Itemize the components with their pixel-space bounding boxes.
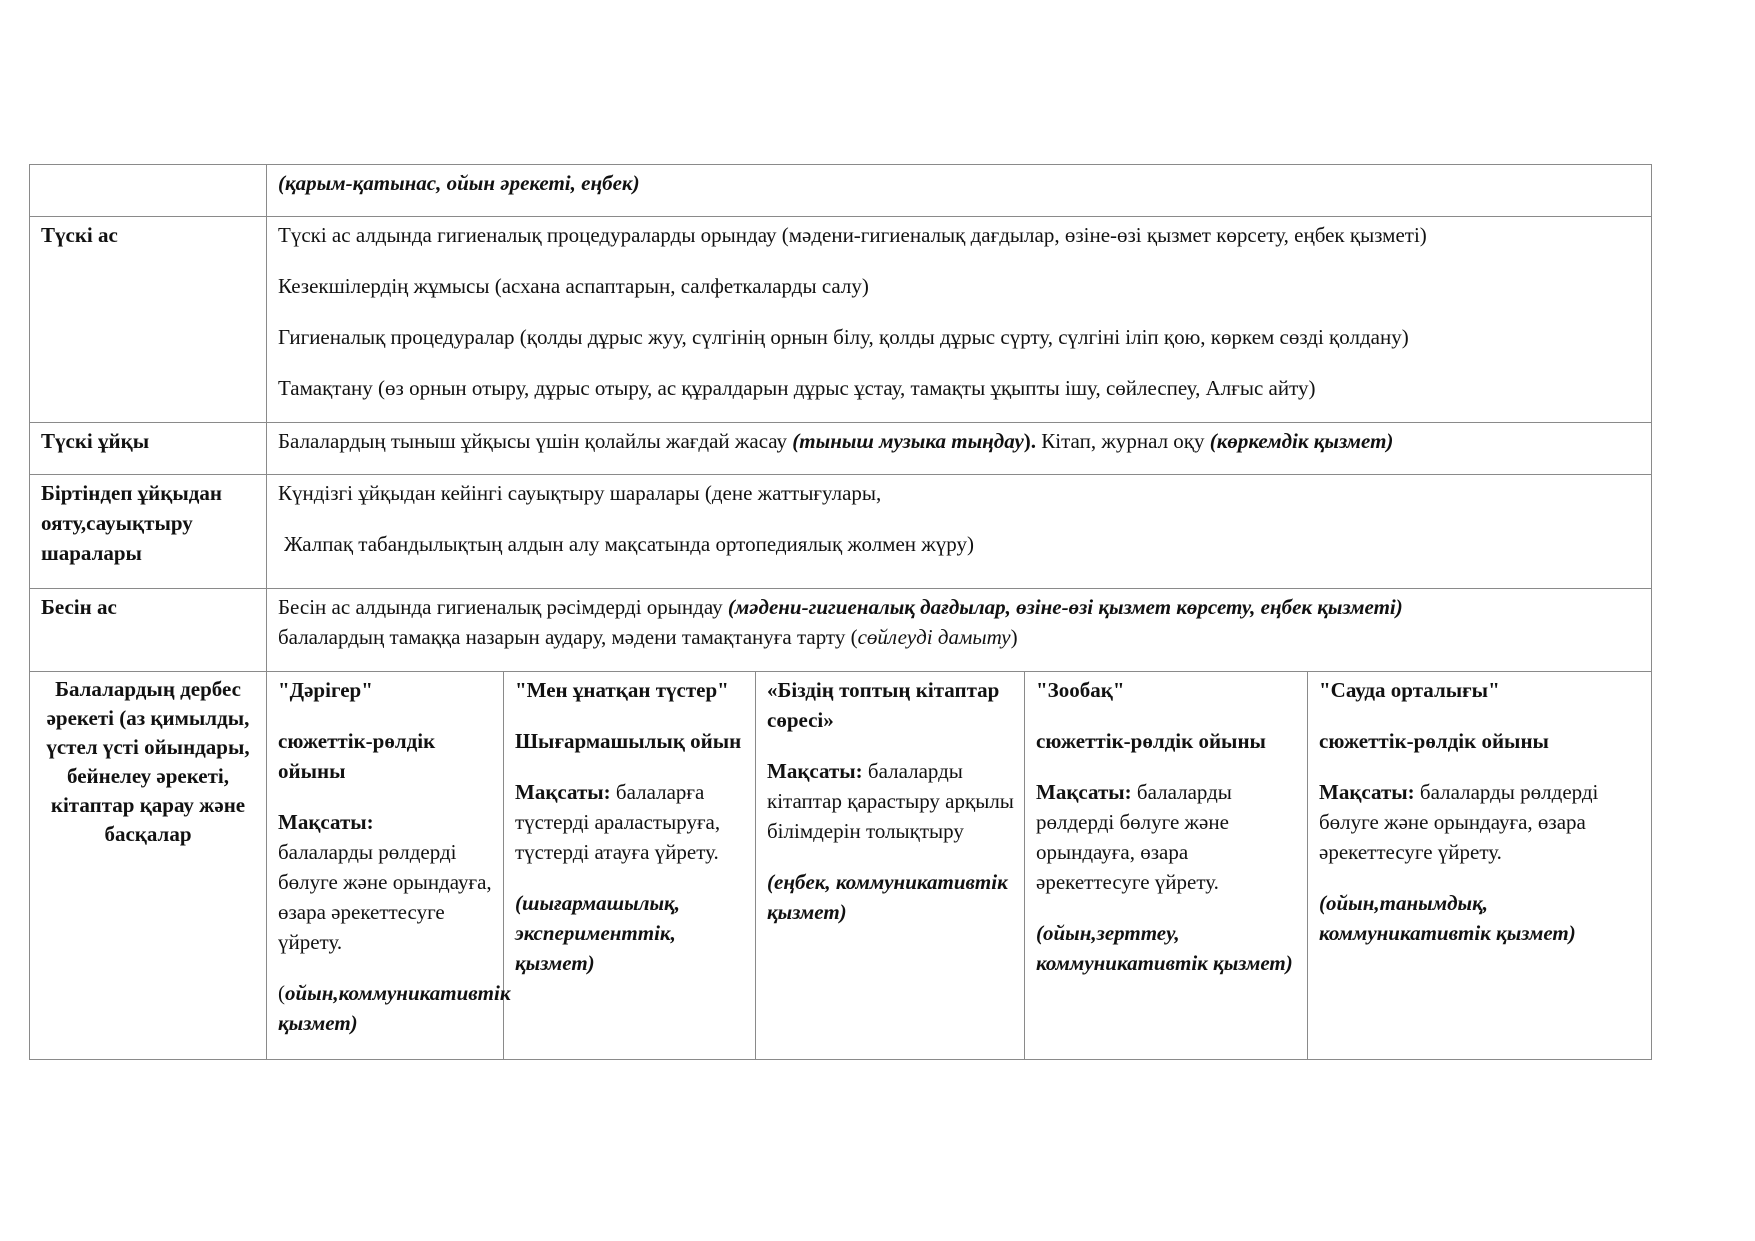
text-span: Балалардың тыныш ұйқысы үшін қолайлы жағдай жасау [278,429,793,453]
game-activity: (еңбек, коммуникативтік қызмет) [767,870,1008,924]
game-cell [756,672,1025,1060]
text-span: ( [278,981,285,1005]
table-row [30,589,1652,672]
game-goal [515,777,745,867]
text-span: ) [1010,625,1018,649]
table-row [30,165,1652,217]
row-content [267,475,1652,589]
game-activity: (ойын,танымдық, коммуникативтік қызмет) [1319,891,1576,945]
snack-line [278,622,1641,652]
game-activity: (шығармашылық, эксперименттік, қызмет) [515,891,680,975]
goal-text: балаларды рөлдерді бөлуге және орындауға, өзара әрекеттесуге үйрету. [1319,780,1599,864]
game-title: "Зообақ" [1036,678,1125,702]
table-row [30,672,1652,1060]
snack-line [278,592,1641,622]
row-label: Бесін ас [30,589,267,672]
game-cell [504,672,756,1060]
game-goal [1036,777,1297,897]
goal-label: Мақсаты: [767,759,863,783]
goal-label: Мақсаты: [278,810,374,834]
row-content [267,423,1652,475]
game-type: сюжеттік-рөлдік ойыны [1036,729,1266,753]
game-goal [767,756,1014,846]
game-title: "Дәрігер" [278,678,373,702]
lunch-line: Кезекшілердің жұмысы (асхана аспаптарын, салфеткаларды салу) [278,274,869,298]
game-cell [267,672,511,1060]
game-activity: (ойын,зерттеу, коммуникативтік қызмет) [1036,921,1293,975]
text-span: ). [1023,429,1042,453]
text-span: балалардың тамаққа назарын аудару, мәдени тамақтануға тарту ( [278,625,858,649]
goal-label: Мақсаты: [1319,780,1415,804]
row-label: Түскі ұйқы [30,423,267,475]
game-type: сюжеттік-рөлдік ойыны [278,729,436,783]
row-content [267,589,1652,672]
row-label: Балалардың дербес әрекеті (аз қимылды, үстел үсті ойындары, бейнелеу әрекеті, кітаптар қарау және басқалар [30,672,267,1060]
game-title: "Сауда орталығы" [1319,678,1500,702]
game-type: Шығармашылық ойын [515,729,742,753]
goal-text: балаларды рөлдерді бөлуге және орындауға, өзара әрекеттесуге үйрету. [1036,780,1232,894]
table-row [30,217,1652,423]
text-span: Кітап, журнал оқу [1041,429,1210,453]
game-title: «Біздің топтың кітаптар сөресі» [767,678,1000,732]
table-row [30,423,1652,475]
row-label: Түскі ас [30,217,267,423]
schedule-table [29,164,1652,1060]
game-title: "Мен ұнатқан түстер" [515,678,729,702]
lunch-line: Гигиеналық процедуралар (қолды дұрыс жуу, сүлгінің орнын білу, қолды дұрыс сүрту, сүлгіні іліп қою, көркем сөзді қолдану) [278,325,1409,349]
text-span: ойын,коммуникативтік қызмет) [278,981,511,1035]
lunch-line: Тамақтану (өз орнын отыру, дұрыс отыру, ас құралдарын дұрыс ұстау, тамақты ұқыпты ішу, сөйлеспеу, Алғыс айту) [278,376,1316,400]
row-content [267,217,1652,423]
goal-text: балаларға түстерді араластыруға, түстерді атауға үйрету. [515,780,721,864]
text-span: сөйлеуді дамыту [857,625,1011,649]
row-label [30,165,267,217]
text-span: (тыныш музыка тыңдау [792,429,1024,453]
game-cell [1025,672,1308,1060]
game-activity [278,978,511,1038]
text-span: (көркемдік қызмет) [1209,429,1394,453]
game-type: сюжеттік-рөлдік ойыны [1319,729,1549,753]
goal-label: Мақсаты: [1036,780,1132,804]
lunch-line: Түскі ас алдында гигиеналық процедураларды орындау (мәдени-гигиеналық дағдылар, өзіне-өзі қызмет көрсету, еңбек қызметі) [278,223,1427,247]
game-goal [1319,777,1641,867]
text-span: Бесін ас алдында гигиеналық рәсімдерді орындау [278,595,728,619]
wakeup-line: Жалпақ табандылықтың алдын алу мақсатында ортопедиялық жолмен жүру) [284,532,974,556]
table-row [30,475,1652,589]
wakeup-line: Күндізгі ұйқыдан кейінгі сауықтыру шаралары (дене жаттығулары, [278,481,882,505]
row-content [267,165,1652,217]
goal-text: балаларды рөлдерді бөлуге және орындауға, өзара әрекеттесуге үйрету. [278,840,492,954]
activity-note: (қарым-қатынас, ойын әрекеті, еңбек) [278,171,640,195]
goal-text: балаларды кітаптар қарастыру арқылы білімдерін толықтыру [767,759,1014,843]
row-label: Біртіндеп ұйқыдан ояту,сауықтыру шаралары [30,475,267,589]
game-cell [1308,672,1652,1060]
goal-label: Мақсаты: [515,780,611,804]
text-span: (мәдени-гигиеналық дағдылар, өзіне-өзі қызмет көрсету, еңбек қызметі) [727,595,1403,619]
game-goal [278,807,493,957]
